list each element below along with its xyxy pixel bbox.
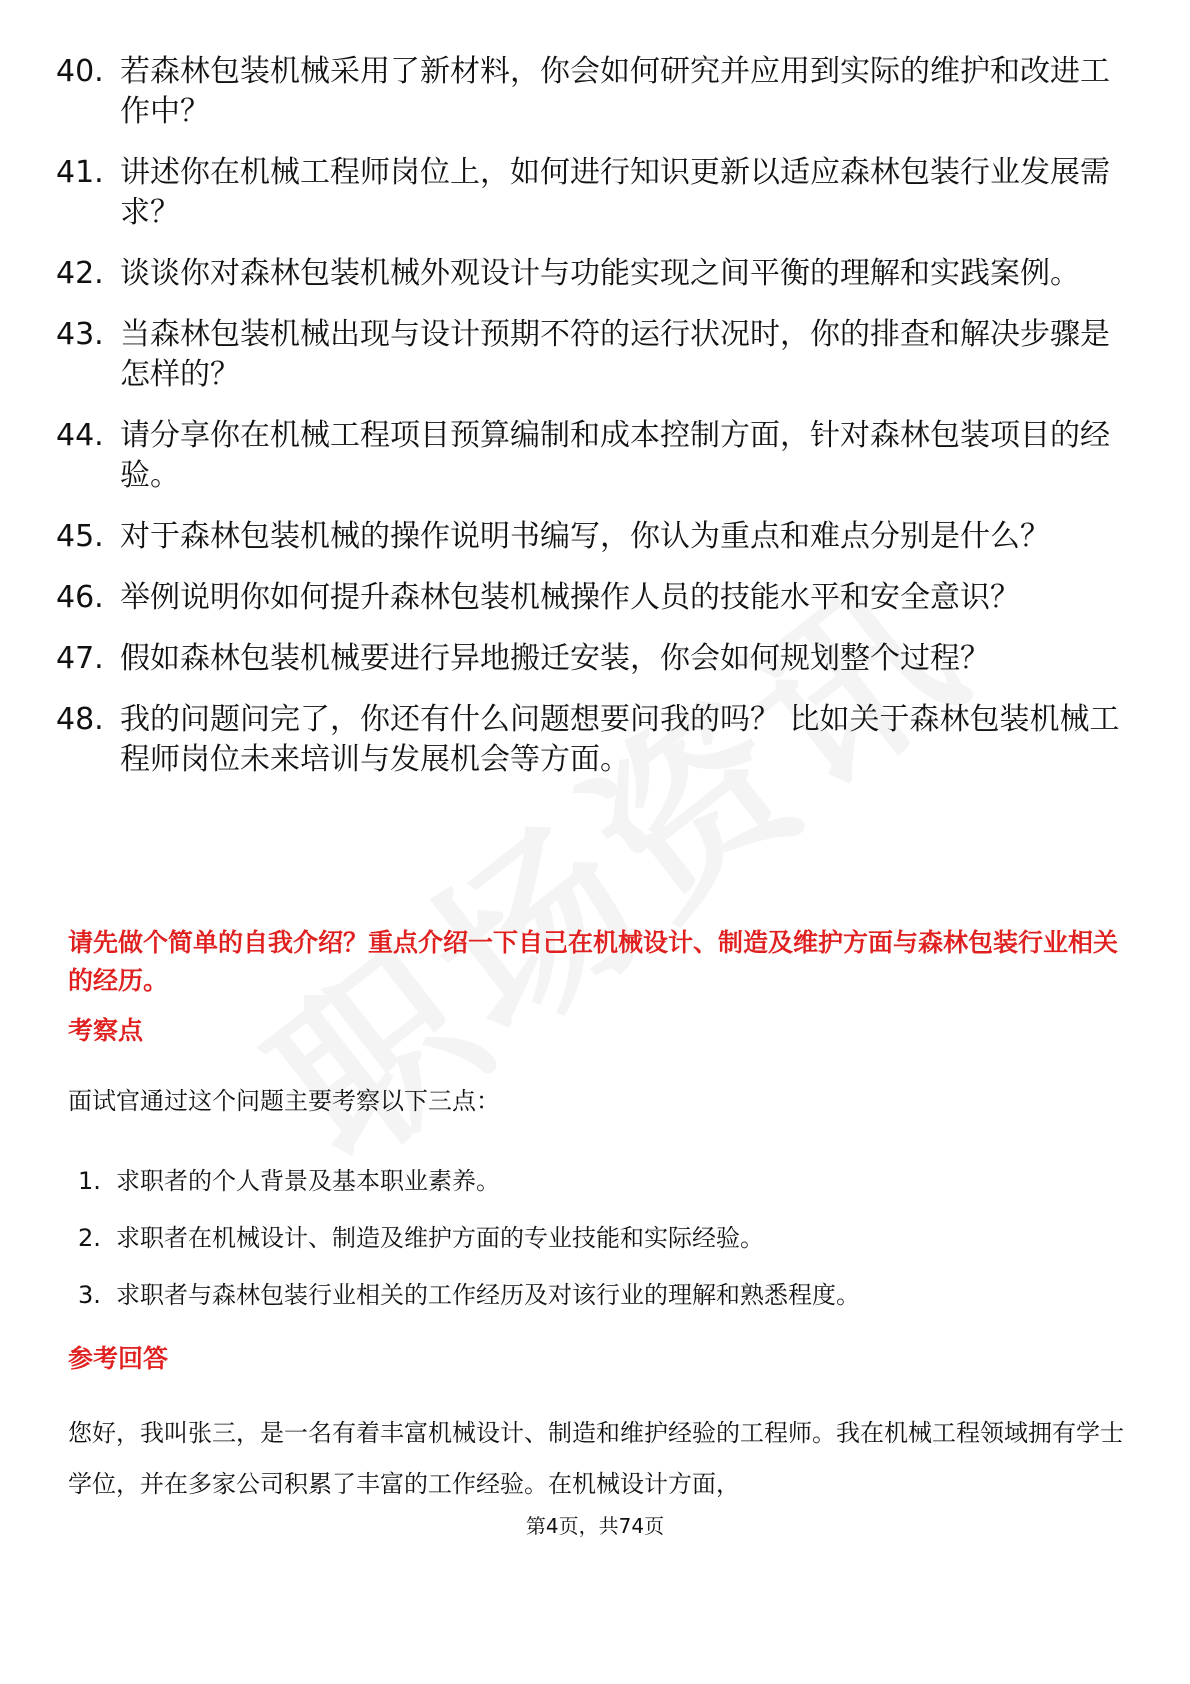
question-text: 当森林包装机械出现与设计预期不符的运行状况时，你的排查和解决步骤是怎样的？ (120, 317, 1110, 392)
question-number: 44. (56, 418, 104, 453)
question-number: 46. (56, 580, 104, 615)
question-text: 假如森林包装机械要进行异地搬迁安装，你会如何规划整个过程？ (120, 641, 990, 676)
answer-paragraph: 您好，我叫张三，是一名有着丰富机械设计、制造和维护经验的工程师。我在机械工程领域拥有学士学位，并在多家公司积累了丰富的工作经验。在机械设计方面， (68, 1419, 1124, 1498)
section-heading-examine: 考察点 (68, 1016, 144, 1045)
highlight-question: 请先做个简单的自我介绍？重点介绍一下自己在机械设计、制造及维护方面与森林包装行业相关的经历。 (68, 928, 1119, 995)
question-text: 我的问题问完了，你还有什么问题想要问我的吗？ 比如关于森林包装机械工程师岗位未来培训与发展机会等方面。 (120, 702, 1120, 777)
list-item (56, 700, 1126, 780)
point-number: 3. (78, 1281, 101, 1309)
question-number: 41. (56, 155, 104, 190)
list-item (56, 153, 1126, 233)
question-number: 40. (56, 54, 104, 89)
question-text: 举例说明你如何提升森林包装机械操作人员的技能水平和安全意识？ (120, 580, 1020, 615)
list-item (56, 578, 1126, 618)
point-text: 求职者的个人背景及基本职业素养。 (116, 1167, 500, 1195)
question-number: 47. (56, 641, 104, 676)
question-number: 43. (56, 317, 104, 352)
point-text: 求职者在机械设计、制造及维护方面的专业技能和实际经验。 (116, 1224, 764, 1252)
point-number: 2. (78, 1224, 101, 1252)
point-number: 1. (78, 1167, 101, 1195)
question-text: 谈谈你对森林包装机械外观设计与功能实现之间平衡的理解和实践案例。 (120, 256, 1080, 291)
list-item (56, 639, 1126, 679)
section-heading-answer: 参考回答 (68, 1344, 169, 1373)
question-list (56, 52, 1126, 801)
intro-text: 面试官通过这个问题主要考察以下三点： (68, 1087, 500, 1115)
list-item (78, 1278, 860, 1312)
question-text: 讲述你在机械工程师岗位上，如何进行知识更新以适应森林包装行业发展需求？ (120, 155, 1110, 230)
question-number: 45. (56, 519, 104, 554)
list-item (56, 517, 1126, 557)
list-item (56, 315, 1126, 395)
list-item (56, 254, 1126, 294)
point-text: 求职者与森林包装行业相关的工作经历及对该行业的理解和熟悉程度。 (116, 1281, 860, 1309)
question-number: 42. (56, 256, 104, 291)
question-text: 请分享你在机械工程项目预算编制和成本控制方面，针对森林包装项目的经验。 (120, 418, 1110, 493)
question-text: 若森林包装机械采用了新材料，你会如何研究并应用到实际的维护和改进工作中？ (120, 54, 1110, 129)
examine-points-list (78, 1164, 860, 1335)
list-item (56, 416, 1126, 496)
page-footer: 第4页，共74页 (525, 1514, 665, 1538)
list-item (78, 1221, 860, 1255)
list-item (78, 1164, 860, 1198)
question-number: 48. (56, 702, 104, 737)
list-item (56, 52, 1126, 132)
question-text: 对于森林包装机械的操作说明书编写，你认为重点和难点分别是什么？ (120, 519, 1050, 554)
